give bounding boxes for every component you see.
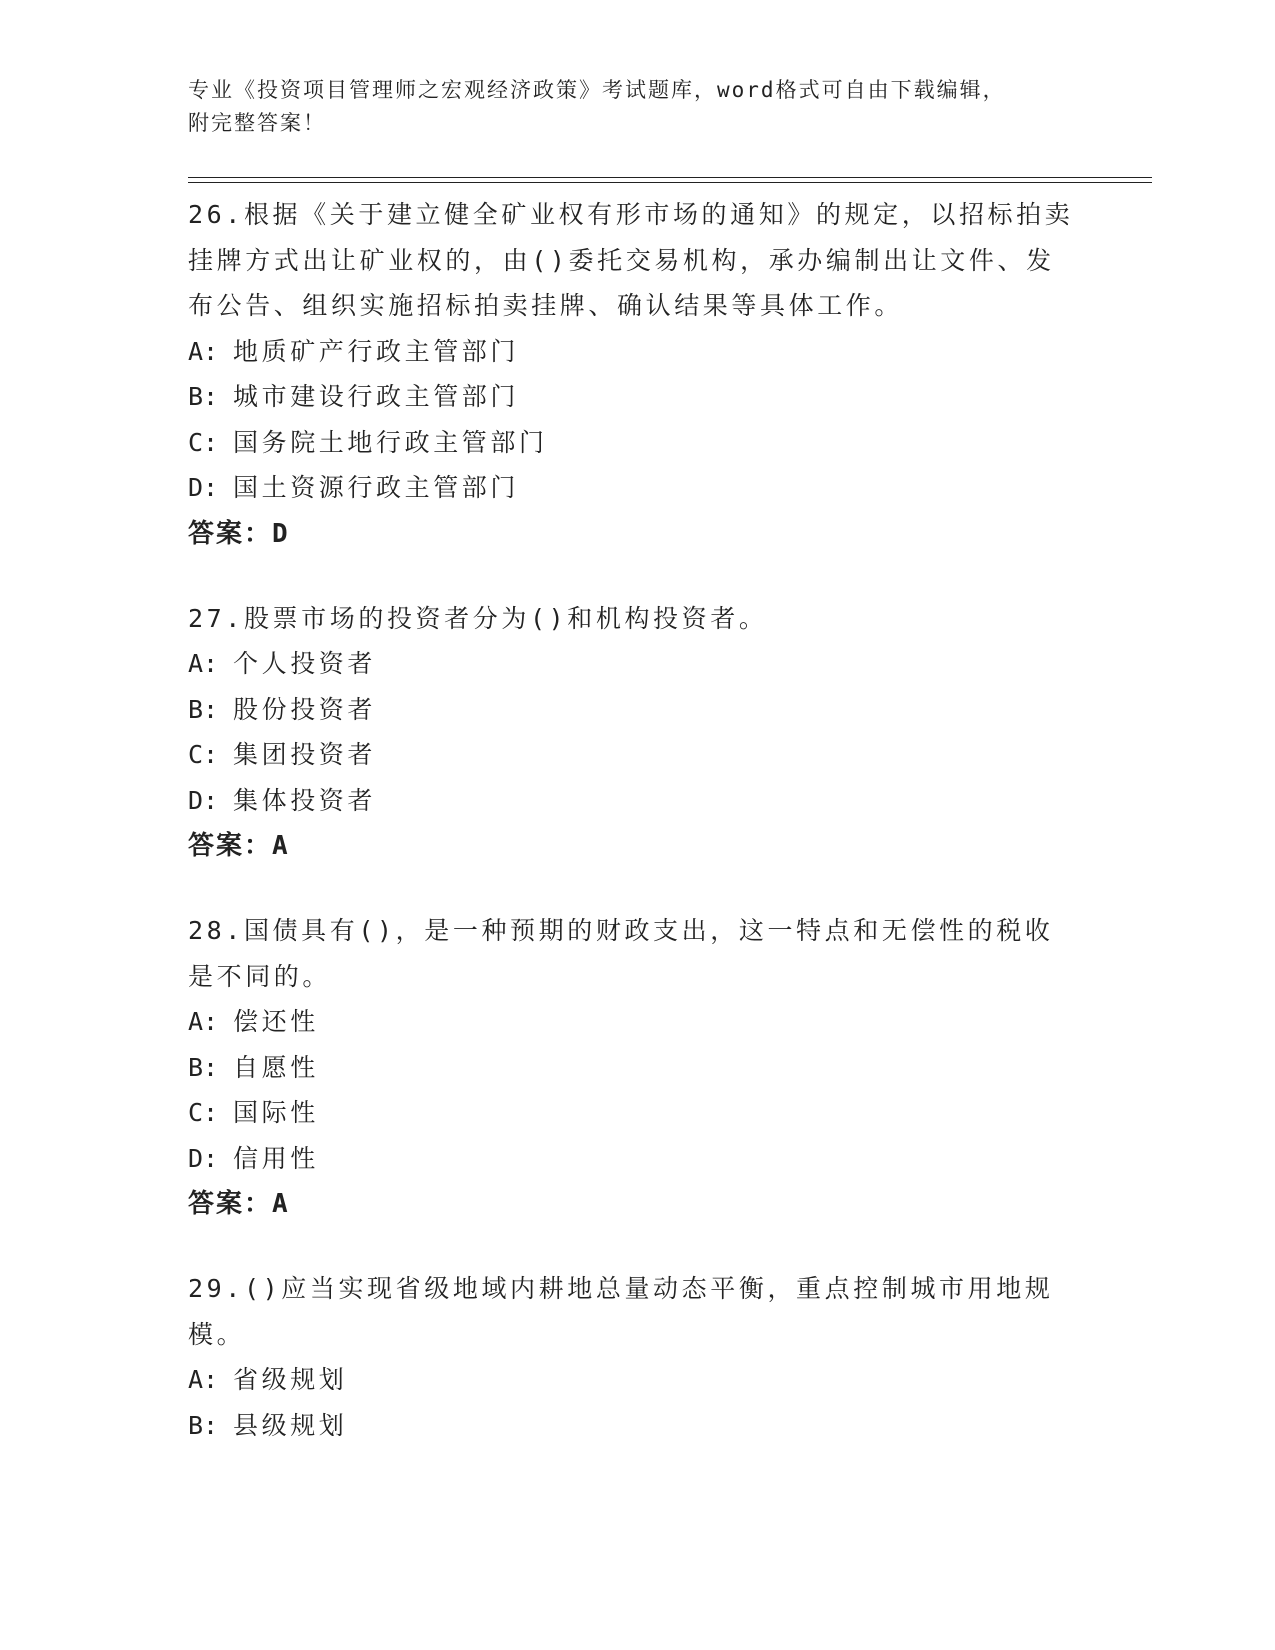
option-text: 国际性 [233,1098,319,1127]
question-26 [188,192,1078,557]
header-divider-top [188,177,1152,178]
option-d [188,778,1078,824]
option-text: 省级规划 [233,1365,348,1394]
option-label: A: [188,649,219,678]
question-27 [188,596,1078,870]
option-label: B: [188,382,219,411]
option-text: 县级规划 [233,1410,348,1440]
option-text: 自愿性 [233,1052,319,1082]
option-label: B: [188,1410,219,1440]
answer-line: 答案：A [188,831,290,861]
question-29 [188,1266,1078,1448]
option-b [188,1403,1078,1449]
option-text: 地质矿产行政主管部门 [233,336,520,366]
option-a [188,999,1078,1045]
question-stem: 29.()应当实现省级地域内耕地总量动态平衡，重点控制城市用地规模。 [188,1274,1054,1349]
option-label: C: [188,427,219,457]
option-d [188,1136,1078,1182]
answer-line: 答案：A [188,1189,290,1219]
option-text: 集团投资者 [233,740,377,769]
option-text: 城市建设行政主管部门 [233,382,520,411]
option-a [188,329,1078,375]
option-label: D: [188,785,219,815]
option-b [188,1045,1078,1091]
option-label: C: [188,1098,219,1127]
option-text: 偿还性 [233,1007,319,1036]
option-b [188,687,1078,733]
option-label: A: [188,1365,219,1394]
option-c [188,420,1078,466]
question-stem: 26.根据《关于建立健全矿业权有形市场的通知》的规定，以招标拍卖挂牌方式出让矿业权的，由()委托交易机构，承办编制出让文件、发布公告、组织实施招标拍卖挂牌、确认结果等具体工作。 [188,200,1074,320]
option-text: 股份投资者 [233,694,377,724]
answer-line: 答案：D [188,518,290,549]
option-text: 信用性 [233,1143,319,1173]
header-line-1: 专业《投资项目管理师之宏观经济政策》考试题库，word格式可自由下载编辑， [188,78,1006,102]
option-label: D: [188,1143,219,1173]
document-header [188,74,1068,140]
option-text: 集体投资者 [233,785,377,815]
option-label: B: [188,694,219,724]
option-label: B: [188,1052,219,1082]
option-c [188,1090,1078,1136]
option-label: A: [188,1007,219,1036]
question-list [188,192,1078,1487]
option-text: 国务院土地行政主管部门 [233,427,548,457]
option-label: D: [188,473,219,502]
header-line-2: 附完整答案！ [188,111,326,135]
option-d [188,465,1078,511]
option-a [188,1357,1078,1403]
option-c [188,732,1078,778]
option-a [188,641,1078,687]
option-label: C: [188,740,219,769]
option-text: 个人投资者 [233,649,377,678]
option-text: 国土资源行政主管部门 [233,473,520,502]
option-b [188,374,1078,420]
question-28 [188,908,1078,1227]
option-label: A: [188,336,219,366]
question-stem: 27.股票市场的投资者分为()和机构投资者。 [188,603,768,633]
question-stem: 28.国债具有()，是一种预期的财政支出，这一特点和无偿性的税收是不同的。 [188,916,1054,991]
header-divider-bottom [188,182,1152,183]
